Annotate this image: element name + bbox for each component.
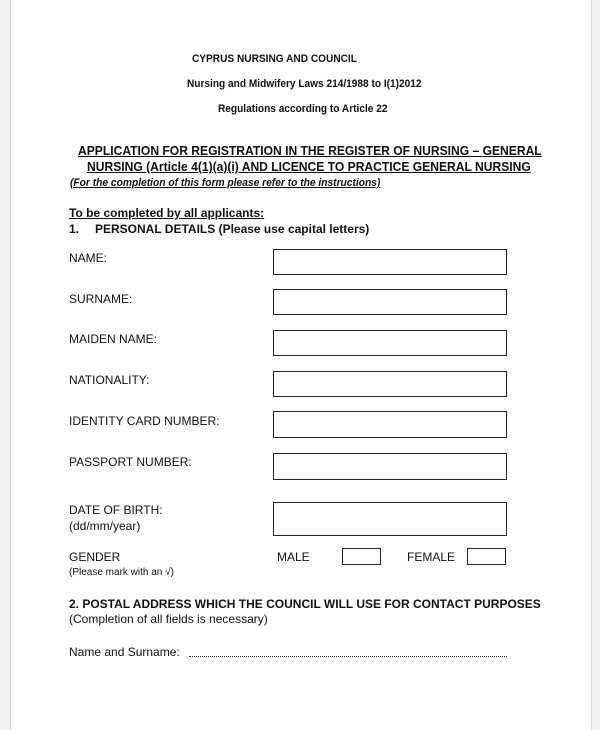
maiden-name-input[interactable]: [273, 330, 507, 356]
form-title-line-2: NURSING (Article 4(1)(a)(i) AND LICENCE TO PRACTICE GENERAL NURSING: [87, 159, 531, 174]
passport-input[interactable]: [273, 453, 507, 480]
name-and-surname-label: Name and Surname:: [69, 645, 180, 659]
name-input[interactable]: [273, 249, 507, 275]
section-1-number: 1.: [69, 222, 80, 236]
section-1-intro: To be completed by all applicants:: [69, 206, 265, 220]
nationality-input[interactable]: [273, 371, 507, 397]
name-and-surname-line[interactable]: [189, 656, 507, 657]
section-2-note: (Completion of all fields is necessary): [69, 612, 268, 626]
identity-card-input[interactable]: [273, 411, 507, 438]
name-label: NAME:: [69, 251, 108, 265]
passport-label: PASSPORT NUMBER:: [69, 455, 192, 469]
regulations-reference: Regulations according to Article 22: [218, 103, 388, 115]
male-label: MALE: [277, 550, 310, 564]
nationality-label: NATIONALITY:: [69, 373, 150, 387]
laws-reference: Nursing and Midwifery Laws 214/1988 to I(1)2012: [187, 78, 422, 90]
council-name: CYPRUS NURSING AND COUNCIL: [192, 53, 357, 65]
identity-card-label: IDENTITY CARD NUMBER:: [69, 414, 220, 428]
gender-label: GENDER: [69, 550, 121, 564]
date-of-birth-input[interactable]: [273, 502, 507, 536]
surname-input[interactable]: [273, 289, 507, 315]
male-checkbox[interactable]: [342, 548, 381, 565]
form-page: [10, 0, 592, 730]
maiden-name-label: MAIDEN NAME:: [69, 332, 158, 346]
female-label: FEMALE: [407, 550, 456, 564]
female-checkbox[interactable]: [467, 548, 506, 565]
section-1-heading: PERSONAL DETAILS (Please use capital letters): [95, 222, 370, 236]
surname-label: SURNAME:: [69, 292, 133, 306]
date-of-birth-label: DATE OF BIRTH:: [69, 503, 163, 517]
gender-hint: (Please mark with an √): [69, 567, 174, 578]
section-2-heading: 2. POSTAL ADDRESS WHICH THE COUNCIL WILL USE FOR CONTACT PURPOSES: [69, 597, 541, 611]
date-of-birth-format: (dd/mm/year): [69, 519, 141, 533]
form-instructions-note: (For the completion of this form please refer to the instructions): [70, 177, 381, 189]
form-title-line-1: APPLICATION FOR REGISTRATION IN THE REGISTER OF NURSING – GENERAL: [78, 143, 542, 158]
